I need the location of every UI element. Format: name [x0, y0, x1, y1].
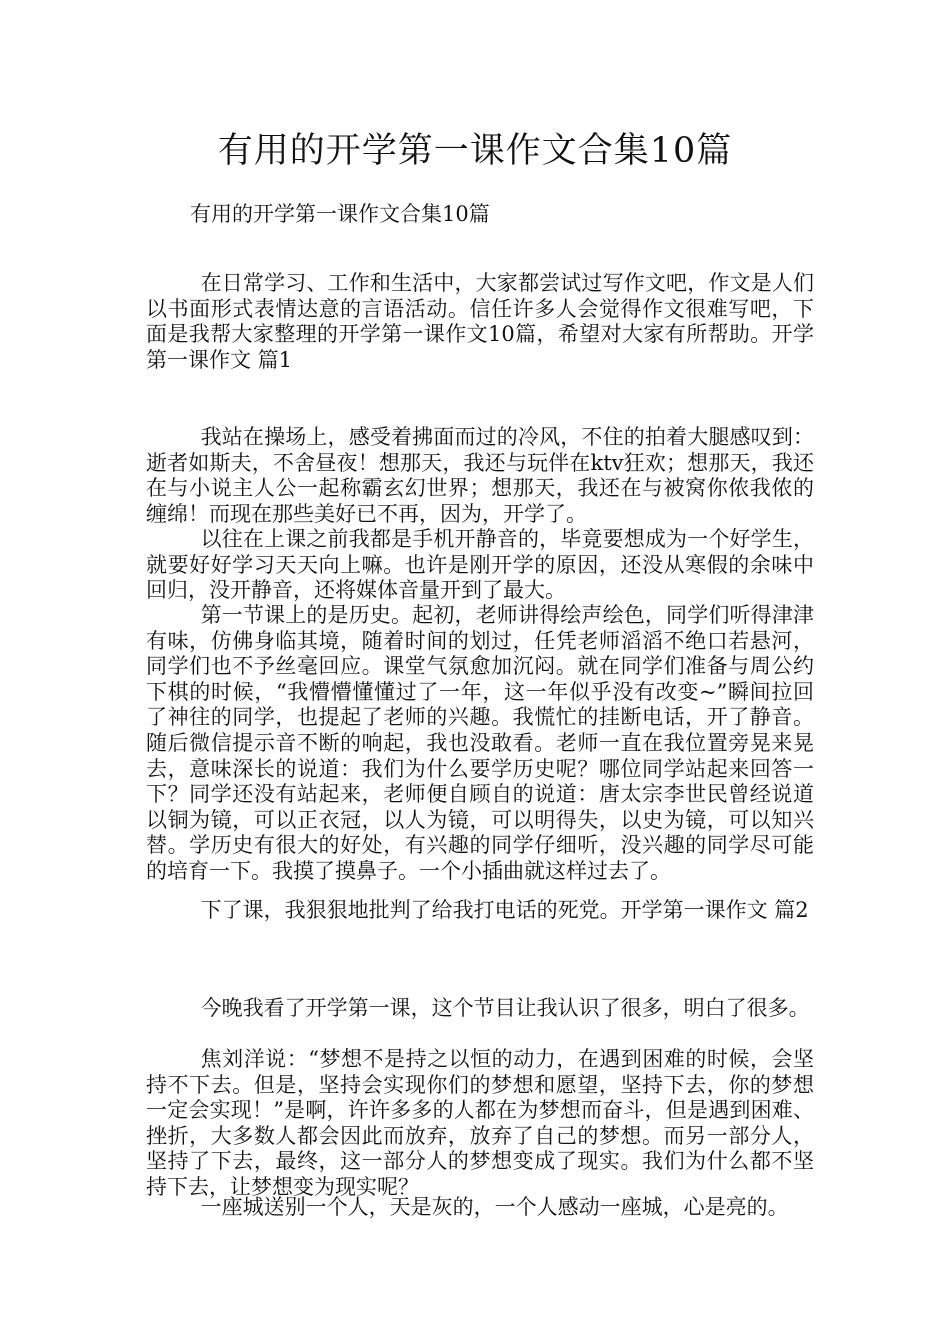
- document-subtitle: 有用的开学第一课作文合集10篇: [190, 202, 490, 226]
- paragraph: 下了课，我狠狠地批判了给我打电话的死党。开学第一课作文 篇2: [200, 898, 809, 922]
- paragraph: 一座城送别一个人，天是灰的，一个人感动一座城，心是亮的。: [200, 1195, 789, 1219]
- document-title: 有用的开学第一课作文合集10篇: [217, 131, 733, 171]
- paragraph: 第一节课上的是历史。起初，老师讲得绘声绘色，同学们听得津津有味，仿佛身临其境，随着时间的划过，任凭老师滔滔不绝口若悬河，同学们也不予丝毫回应。课堂气氛愈加沉闷。就在同学们准备与周公约下棋的时候，“我懵懵懂懂过了一年，这一年似乎没有改变~”瞬间拉回了神往的同学，也提起了老师的兴趣。我慌忙的挂断电话，开了静音。随后微信提示音不断的响起，我也没敢看。老师一直在我位置旁晃来晃去，意味深长的说道：我们为什么要学历史呢？哪位同学站起来回答一下？同学还没有站起来，老师便自顾自的说道：唐太宗李世民曾经说道以铜为镜，可以正衣冠，以人为镜，可以明得失，以史为镜，可以知兴替。学历史有很大的好处，有兴趣的同学仔细听，没兴趣的同学尽可能的培育一下。我摸了摸鼻子。一个小插曲就这样过去了。: [146, 603, 814, 883]
- paragraph: 以往在上课之前我都是手机开静音的，毕竟要想成为一个好学生，就要好好学习天天向上嘛。也许是刚开学的原因，还没从寒假的余味中回归，没开静音，还将媒体音量开到了最大。: [146, 527, 814, 603]
- paragraph: 我站在操场上，感受着拂面而过的冷风，不住的拍着大腿感叹到：逝者如斯夫，不舍昼夜！想那天，我还与玩伴在ktv狂欢；想那天，我还在与小说主人公一起称霸玄幻世界；想那天，我还在与被窝你侬我侬的缠绵！而现在那些美好已不再，因为，开学了。: [146, 425, 814, 526]
- paragraph-intro: 在日常学习、工作和生活中，大家都尝试过写作文吧，作文是人们以书面形式表情达意的言语活动。信任许多人会觉得作文很难写吧，下面是我帮大家整理的开学第一课作文10篇，希望对大家有所帮助。开学第一课作文 篇1: [146, 271, 814, 372]
- paragraph: 焦刘洋说：“梦想不是持之以恒的动力，在遇到困难的时候，会坚持不下去。但是，坚持会实现你们的梦想和愿望，坚持下去，你的梦想一定会实现！”是啊，许许多多的人都在为梦想而奋斗，但是遇到困难、挫折，大多数人都会因此而放弃，放弃了自己的梦想。而另一部分人，坚持了下去，最终，这一部分人的梦想变成了现实。我们为什么都不坚持下去，让梦想变为现实呢？: [146, 1047, 814, 1199]
- paragraph: 今晚我看了开学第一课，这个节目让我认识了很多，明白了很多。: [200, 996, 810, 1020]
